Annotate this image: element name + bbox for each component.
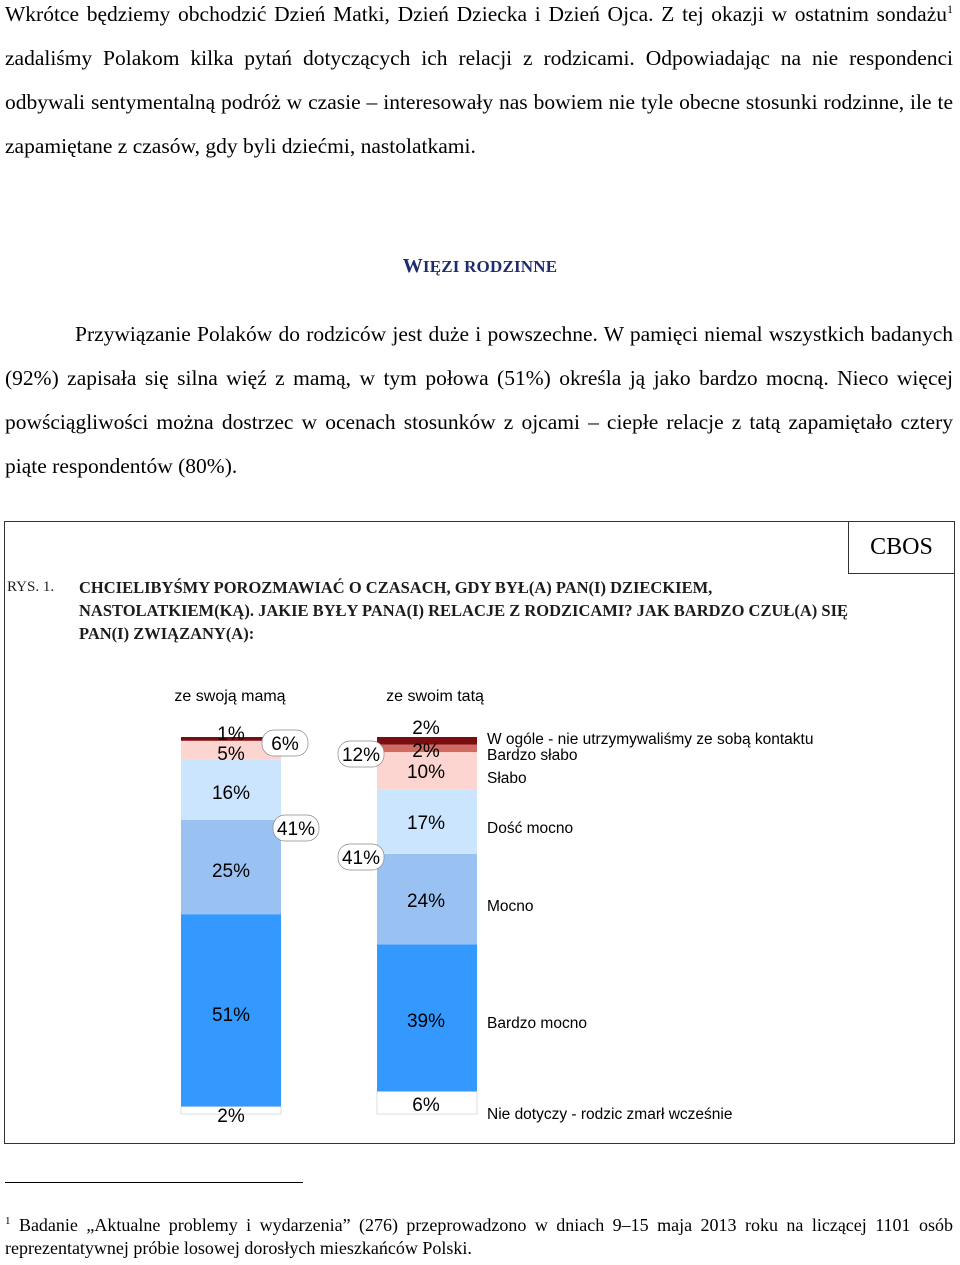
data-label: 1% xyxy=(217,724,245,745)
intro-text-after: zadaliśmy Polakom kilka pytań dotyczących ich relacji z rodzicami. Odpowiadając na nie respondenci odbywali sentymentalną podróż w czasie – interesowały nas bowiem nie tyle obecne stosunki rodzinne, ile te zapamiętane z czasów, gdy byli dziećmi, nastolatkami. xyxy=(5,46,953,158)
footnote-rule xyxy=(5,1182,303,1183)
footnote-marker[interactable]: 1 xyxy=(947,1,953,16)
footnote-text: Badanie „Aktualne problemy i wydarzenia” (276) przeprowadzono w dniach 9–15 maja 2013 roku na liczącej 1101 osób reprezentatywnej próbie losowej dorosłych mieszkańców Polski. xyxy=(5,1215,953,1258)
figure-number: RYS. 1. xyxy=(7,579,55,595)
data-label: 51% xyxy=(211,1005,251,1026)
category-label-0: ze swoją mamą xyxy=(174,688,286,705)
section-heading-initial: W xyxy=(402,255,423,277)
figure-caption-text: CHCIELIBYŚMY POROZMAWIAĆ O CZASACH, GDY BYŁ(A) PAN(I) DZIECKIEM, NASTOLATKIEM(KĄ). JAKIE BYŁY PANA(I) RELACJE Z RODZICAMI? JAK BARDZO CZUŁ(A) SIĘ PAN(I) ZWIĄZANY(A): xyxy=(79,578,848,643)
intro-text-before: Wkrótce będziemy obchodzić Dzień Matki, Dzień Dziecka i Dzień Ojca. Z tej okazji w ostatnim sondażu xyxy=(5,2,947,26)
body-paragraph: Przywiązanie Polaków do rodziców jest duże i powszechne. W pamięci niemal wszystkich badanych (92%) zapisała się silna więź z mamą, w tym połowa (51%) określa ją jako bardzo mocną. Nieco więcej powściągliwości można dostrzec w ocenach stosunków z ojcami – ciepłe relacje z tatą zapamiętało cztery piąte respondentów (80%). xyxy=(5,322,953,478)
data-label: 16% xyxy=(211,783,251,804)
data-label: 10% xyxy=(406,762,446,783)
section-heading-rest: IĘZI RODZINNE xyxy=(422,257,558,276)
legend-label: Bardzo słabo xyxy=(487,747,578,764)
footnote xyxy=(5,1214,953,1260)
legend-label: Słabo xyxy=(487,770,527,787)
data-label: 2% xyxy=(412,741,440,762)
category-label-1: ze swoim tatą xyxy=(386,688,484,705)
data-label: 5% xyxy=(217,744,245,765)
legend-label: W ogóle - nie utrzymywaliśmy ze sobą kontaktu xyxy=(487,731,814,748)
data-label: 17% xyxy=(406,813,446,834)
data-label: 2% xyxy=(412,718,440,739)
cbos-badge: CBOS xyxy=(848,521,955,574)
footnote-number: 1 xyxy=(5,1215,11,1227)
data-label: 39% xyxy=(406,1011,446,1032)
group-annotation-label: 41% xyxy=(341,848,381,869)
group-annotation-label: 12% xyxy=(341,745,381,766)
data-label: 25% xyxy=(211,861,251,882)
legend-label: Dość mocno xyxy=(487,820,574,837)
group-annotation-label: 6% xyxy=(271,734,299,755)
legend-label: Nie dotyczy - rodzic zmarł wcześnie xyxy=(487,1106,733,1123)
legend-label: Bardzo mocno xyxy=(487,1015,587,1032)
data-label: 24% xyxy=(406,891,446,912)
legend-label: Mocno xyxy=(487,898,534,915)
group-annotation-label: 41% xyxy=(276,819,316,840)
data-label: 2% xyxy=(217,1106,245,1127)
data-label: 6% xyxy=(412,1095,440,1116)
